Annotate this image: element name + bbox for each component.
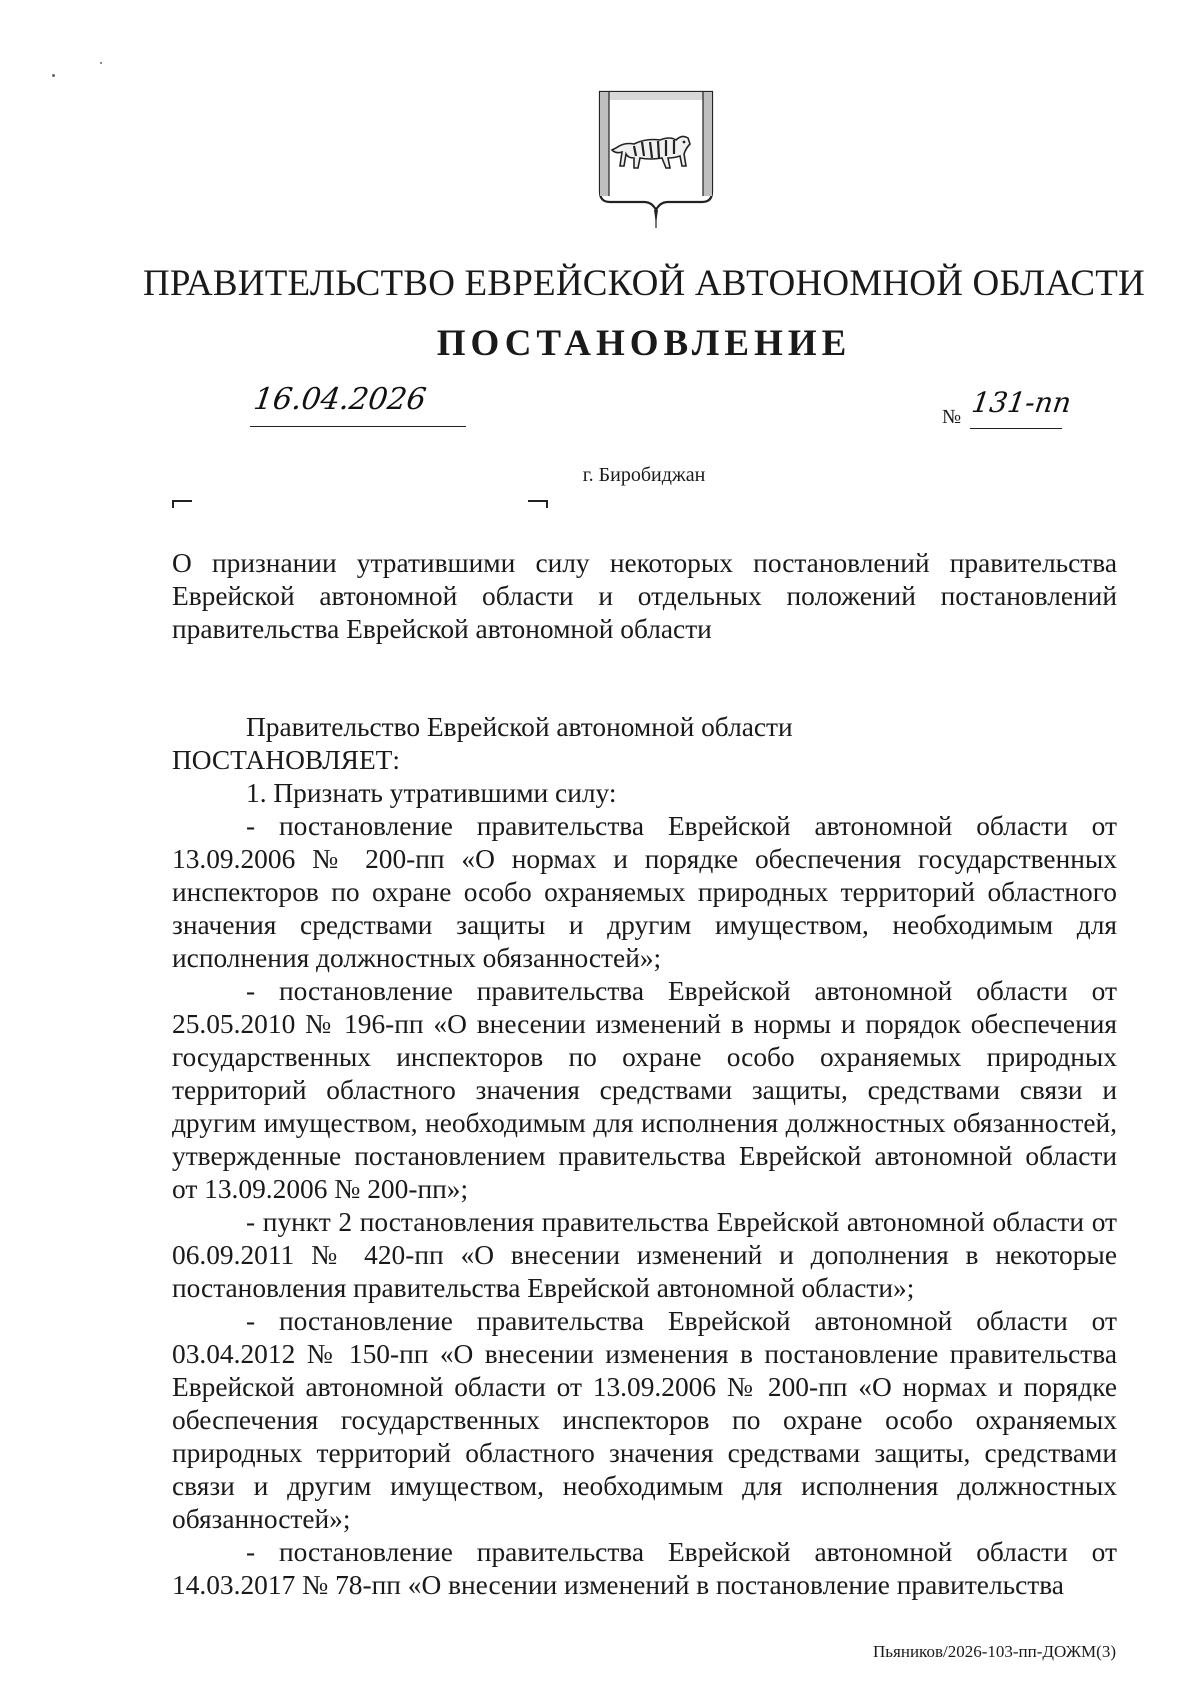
- number-sign: №: [942, 406, 962, 428]
- subject-corner-mark-right: [528, 500, 548, 508]
- document-number-field: [969, 386, 1074, 429]
- body-paragraph: ПОСТАНОВЛЯЕТ:: [172, 745, 401, 775]
- document-subject: О признании утратившими силу некоторых постановлений правительства Еврейской автономной области и отдельных положений постановлений правительства Еврейской автономной области: [172, 548, 1117, 644]
- body-paragraph: - постановление правительства Еврейской автономной области от 14.03.2017 № 78-пп «О внесении изменений в постановление правительства: [172, 1537, 1117, 1600]
- body-paragraph: - постановление правительства Еврейской автономной области от 03.04.2012 № 150-пп «О внесении изменения в постановление правительства Еврейской автономной области от 13.09.2006 № 200-пп «О нормах и порядке обеспечения государственных инспекторов по охране особо охраняемых природных территорий областного значения средствами защиты, средствами связи и другим имуществом, необходимым для исполнения должностных обязанностей»;: [172, 1306, 1117, 1534]
- document-number-block: [942, 386, 1074, 432]
- body-paragraph: 1. Признать утратившими силу:: [246, 778, 617, 808]
- body-paragraph: - пункт 2 постановления правительства Еврейской автономной области от 06.09.2011 № 420-пп «О внесении изменений и дополнения в некоторые постановления правительства Еврейской автономной области»;: [172, 1207, 1117, 1303]
- government-title: ПРАВИТЕЛЬСТВО ЕВРЕЙСКОЙ АВТОНОМНОЙ ОБЛАСТИ: [143, 263, 1145, 304]
- document-date: 16.04.2026: [251, 382, 429, 417]
- subject-corner-mark-left: [172, 500, 192, 508]
- coat-of-arms-icon: [594, 88, 718, 230]
- document-body: [172, 711, 1117, 1602]
- footer-reference: Пьяников/2026-103-пп-ДОЖМ(3): [873, 1642, 1116, 1661]
- body-paragraph: Правительство Еврейской автономной области: [246, 712, 793, 742]
- body-paragraph: - постановление правительства Еврейской автономной области от 13.09.2006 № 200-пп «О нормах и порядке обеспечения государственных инспекторов по охране особо охраняемых природных территорий областного значения средствами защиты и другим имуществом, необходимым для исполнения должностных обязанностей»;: [172, 811, 1117, 973]
- document-number: 131-пп: [969, 386, 1074, 419]
- document-date-field: [250, 382, 466, 427]
- document-city: г. Биробиджан: [582, 464, 706, 486]
- document-type-title: ПОСТАНОВЛЕНИЕ: [436, 323, 852, 364]
- scan-speck: [52, 74, 55, 77]
- scan-speck: [100, 62, 102, 64]
- body-paragraph: - постановление правительства Еврейской автономной области от 25.05.2010 № 196-пп «О внесении изменений в нормы и порядок обеспечения государственных инспекторов по охране особо охраняемых природных территорий областного значения средствами защиты, средствами связи и другим имуществом, необходимым для исполнения должностных обязанностей, утвержденные постановлением правительства Еврейской автономной области от 13.09.2006 № 200-пп»;: [172, 976, 1117, 1204]
